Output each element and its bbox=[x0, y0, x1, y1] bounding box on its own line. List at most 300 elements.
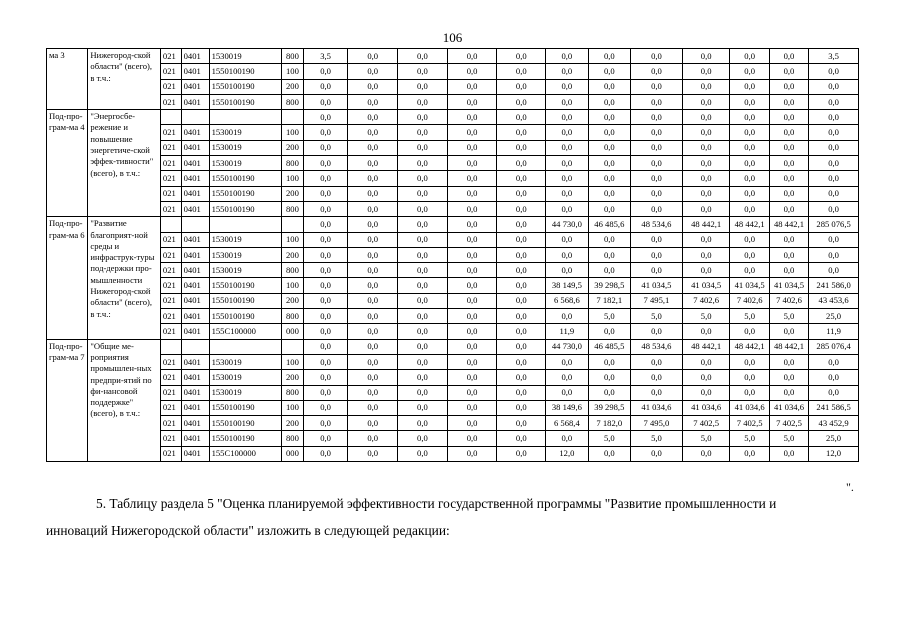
table-cell: 0,0 bbox=[497, 339, 546, 354]
table-cell: 0,0 bbox=[730, 263, 769, 278]
table-cell: 48 442,1 bbox=[769, 217, 808, 232]
table-cell: 0,0 bbox=[447, 140, 497, 155]
table-cell: 0,0 bbox=[447, 156, 497, 171]
table-cell: 0,0 bbox=[303, 201, 348, 216]
table-cell: 0,0 bbox=[809, 140, 859, 155]
table-cell: 0,0 bbox=[588, 186, 630, 201]
table-cell: 0,0 bbox=[348, 201, 398, 216]
table-row bbox=[47, 416, 859, 431]
table-cell: 0,0 bbox=[546, 110, 588, 125]
table-cell: 021 bbox=[160, 171, 181, 186]
table-cell: 0,0 bbox=[682, 125, 730, 140]
table-cell: 1530019 bbox=[209, 125, 282, 140]
table-cell: 0,0 bbox=[682, 324, 730, 339]
table-cell: 0,0 bbox=[398, 339, 448, 354]
empty-cell bbox=[181, 110, 209, 125]
table-cell: 0,0 bbox=[348, 278, 398, 293]
table-cell: 0,0 bbox=[809, 64, 859, 79]
table-cell: 0,0 bbox=[348, 171, 398, 186]
table-cell: 0,0 bbox=[348, 49, 398, 64]
table-cell: 0,0 bbox=[398, 278, 448, 293]
table-cell: 0,0 bbox=[497, 324, 546, 339]
table-cell: 0,0 bbox=[546, 232, 588, 247]
table-cell: 0,0 bbox=[497, 49, 546, 64]
table-cell: 0,0 bbox=[769, 354, 808, 369]
table-cell: 6 568,4 bbox=[546, 416, 588, 431]
table-cell: 0,0 bbox=[447, 247, 497, 262]
table-cell: 1530019 bbox=[209, 140, 282, 155]
table-cell: 0,0 bbox=[588, 110, 630, 125]
table-body bbox=[47, 49, 859, 462]
table-cell: 0,0 bbox=[303, 263, 348, 278]
table-cell: 7 402,6 bbox=[769, 293, 808, 308]
table-cell: 0,0 bbox=[769, 385, 808, 400]
table-row bbox=[47, 339, 859, 354]
table-cell: 0,0 bbox=[682, 186, 730, 201]
table-cell: 000 bbox=[282, 446, 304, 461]
table-cell: 48 442,1 bbox=[682, 339, 730, 354]
table-cell: 100 bbox=[282, 354, 304, 369]
table-cell: 25,0 bbox=[809, 431, 859, 446]
table-cell: 0,0 bbox=[631, 247, 683, 262]
table-cell: 0,0 bbox=[497, 400, 546, 415]
table-cell: 0,0 bbox=[497, 217, 546, 232]
table-cell: 0,0 bbox=[631, 263, 683, 278]
table-cell: 1550100190 bbox=[209, 416, 282, 431]
table-cell: 0,0 bbox=[682, 385, 730, 400]
table-cell: 0,0 bbox=[303, 232, 348, 247]
table-cell: 0,0 bbox=[447, 354, 497, 369]
table-cell: 48 534,6 bbox=[631, 339, 683, 354]
table-cell: 0401 bbox=[181, 324, 209, 339]
table-cell: 0,0 bbox=[588, 94, 630, 109]
table-cell: 7 402,6 bbox=[682, 293, 730, 308]
table-cell: 0,0 bbox=[631, 201, 683, 216]
table-cell: 0,0 bbox=[348, 79, 398, 94]
table-cell: 0,0 bbox=[447, 385, 497, 400]
table-cell: 800 bbox=[282, 156, 304, 171]
table-cell: 41 034,6 bbox=[730, 400, 769, 415]
table-cell: 0,0 bbox=[588, 385, 630, 400]
table-cell: 0,0 bbox=[682, 446, 730, 461]
table-cell: 0,0 bbox=[546, 309, 588, 324]
table-cell: 0,0 bbox=[631, 49, 683, 64]
table-cell: 0,0 bbox=[497, 263, 546, 278]
table-cell: 0,0 bbox=[809, 354, 859, 369]
table-cell: 48 442,1 bbox=[769, 339, 808, 354]
table-cell: 0,0 bbox=[447, 94, 497, 109]
table-cell: 0,0 bbox=[303, 186, 348, 201]
table-cell: 5,0 bbox=[730, 309, 769, 324]
empty-cell bbox=[181, 339, 209, 354]
table-cell: 800 bbox=[282, 431, 304, 446]
table-row bbox=[47, 110, 859, 125]
table-cell: 1530019 bbox=[209, 156, 282, 171]
table-cell: 0,0 bbox=[303, 293, 348, 308]
table-cell: 0,0 bbox=[447, 446, 497, 461]
table-cell: 11,9 bbox=[809, 324, 859, 339]
table-cell: 0,0 bbox=[348, 324, 398, 339]
table-cell: 0,0 bbox=[447, 416, 497, 431]
table-cell: 100 bbox=[282, 125, 304, 140]
table-cell: 0,0 bbox=[348, 339, 398, 354]
table-cell: 0,0 bbox=[348, 309, 398, 324]
table-cell: 0,0 bbox=[682, 247, 730, 262]
table-cell: 285 076,4 bbox=[809, 339, 859, 354]
table-cell: 0,0 bbox=[769, 232, 808, 247]
table-cell: 0,0 bbox=[447, 64, 497, 79]
table-cell: 100 bbox=[282, 232, 304, 247]
table-cell: 0,0 bbox=[730, 385, 769, 400]
table-cell: 0,0 bbox=[546, 64, 588, 79]
table-cell: 0,0 bbox=[447, 171, 497, 186]
table-cell: 021 bbox=[160, 431, 181, 446]
table-cell: 48 442,1 bbox=[730, 339, 769, 354]
table-cell: 0,0 bbox=[809, 263, 859, 278]
table-cell: 41 034,5 bbox=[682, 278, 730, 293]
table-cell: 41 034,6 bbox=[769, 400, 808, 415]
table-cell: 155С100000 bbox=[209, 446, 282, 461]
table-cell: 0,0 bbox=[809, 201, 859, 216]
table-cell: 0,0 bbox=[769, 64, 808, 79]
table-cell: 0,0 bbox=[398, 416, 448, 431]
empty-cell bbox=[282, 110, 304, 125]
table-cell: 0,0 bbox=[631, 79, 683, 94]
table-row bbox=[47, 156, 859, 171]
table-cell: 0,0 bbox=[398, 125, 448, 140]
page-number: 106 bbox=[442, 30, 463, 45]
table-cell: 48 442,1 bbox=[730, 217, 769, 232]
table-cell: 0,0 bbox=[631, 171, 683, 186]
table-cell: 0,0 bbox=[631, 64, 683, 79]
table-cell: 0,0 bbox=[631, 110, 683, 125]
table-cell: 0,0 bbox=[303, 324, 348, 339]
subprogram-cell: Под-про-грам-ма 7 bbox=[47, 339, 88, 461]
table-cell: 200 bbox=[282, 370, 304, 385]
table-cell: 0,0 bbox=[730, 232, 769, 247]
table-row bbox=[47, 293, 859, 308]
table-cell: 0,0 bbox=[809, 94, 859, 109]
table-cell: 021 bbox=[160, 232, 181, 247]
table-cell: 5,0 bbox=[730, 431, 769, 446]
table-row bbox=[47, 263, 859, 278]
table-cell: 200 bbox=[282, 140, 304, 155]
empty-cell bbox=[181, 217, 209, 232]
table-cell: 0,0 bbox=[497, 278, 546, 293]
table-cell: 0,0 bbox=[348, 446, 398, 461]
table-cell: 0,0 bbox=[730, 140, 769, 155]
table-cell: 0,0 bbox=[809, 232, 859, 247]
table-cell: 0401 bbox=[181, 140, 209, 155]
table-cell: 0401 bbox=[181, 370, 209, 385]
table-cell: 0,0 bbox=[398, 370, 448, 385]
table-cell: 0,0 bbox=[497, 125, 546, 140]
table-cell: 021 bbox=[160, 385, 181, 400]
table-cell: 0,0 bbox=[809, 156, 859, 171]
table-cell: 021 bbox=[160, 247, 181, 262]
table-cell: 39 298,5 bbox=[588, 278, 630, 293]
table-cell: 0,0 bbox=[348, 125, 398, 140]
table-cell: 7 182,1 bbox=[588, 293, 630, 308]
table-cell: 0,0 bbox=[447, 110, 497, 125]
table-cell: 0,0 bbox=[398, 110, 448, 125]
table-cell: 0,0 bbox=[497, 416, 546, 431]
table-cell: 0,0 bbox=[447, 324, 497, 339]
table-cell: 021 bbox=[160, 400, 181, 415]
table-cell: 0401 bbox=[181, 416, 209, 431]
table-cell: 0,0 bbox=[682, 49, 730, 64]
table-cell: 0,0 bbox=[730, 370, 769, 385]
table-cell: 0,0 bbox=[398, 309, 448, 324]
table-cell: 0,0 bbox=[588, 201, 630, 216]
table-cell: 7 182,0 bbox=[588, 416, 630, 431]
table-cell: 0,0 bbox=[588, 247, 630, 262]
table-cell: 41 034,5 bbox=[730, 278, 769, 293]
table-cell: 0,0 bbox=[546, 385, 588, 400]
table-cell: 0,0 bbox=[682, 201, 730, 216]
table-cell: 0,0 bbox=[730, 125, 769, 140]
table-cell: 0401 bbox=[181, 247, 209, 262]
table-cell: 0401 bbox=[181, 186, 209, 201]
table-cell: 0,0 bbox=[546, 94, 588, 109]
table-cell: 0,0 bbox=[497, 446, 546, 461]
table-cell: 0,0 bbox=[546, 156, 588, 171]
table-row bbox=[47, 186, 859, 201]
subprogram-name-cell: "Общие ме-роприятия промышлен-ных предпри-ятий по фи-нансовой поддержке" (всего), в т.ч.: bbox=[88, 339, 161, 461]
table-cell: 0,0 bbox=[769, 201, 808, 216]
table-cell: 0,0 bbox=[398, 201, 448, 216]
table-cell: 0,0 bbox=[730, 324, 769, 339]
table-row bbox=[47, 309, 859, 324]
table-cell: 0,0 bbox=[546, 186, 588, 201]
table-cell: 021 bbox=[160, 186, 181, 201]
table-cell: 1530019 bbox=[209, 263, 282, 278]
table-cell: 0,0 bbox=[631, 125, 683, 140]
table-cell: 0,0 bbox=[303, 431, 348, 446]
table-cell: 0401 bbox=[181, 156, 209, 171]
table-cell: 021 bbox=[160, 324, 181, 339]
table-cell: 021 bbox=[160, 309, 181, 324]
table-cell: 021 bbox=[160, 293, 181, 308]
table-cell: 0401 bbox=[181, 385, 209, 400]
table-cell: 0,0 bbox=[730, 247, 769, 262]
table-cell: 0,0 bbox=[447, 400, 497, 415]
table-cell: 021 bbox=[160, 370, 181, 385]
table-cell: 7 402,5 bbox=[730, 416, 769, 431]
table-cell: 0,0 bbox=[631, 354, 683, 369]
table-cell: 0,0 bbox=[398, 293, 448, 308]
table-cell: 0,0 bbox=[348, 293, 398, 308]
table-cell: 46 485,5 bbox=[588, 339, 630, 354]
table-row bbox=[47, 431, 859, 446]
table-cell: 0,0 bbox=[348, 232, 398, 247]
table-cell: 5,0 bbox=[631, 431, 683, 446]
table-cell: 0,0 bbox=[546, 140, 588, 155]
table-row bbox=[47, 324, 859, 339]
table-cell: 0,0 bbox=[497, 354, 546, 369]
table-row bbox=[47, 64, 859, 79]
table-cell: 0,0 bbox=[497, 64, 546, 79]
table-row bbox=[47, 385, 859, 400]
table-cell: 0,0 bbox=[682, 370, 730, 385]
table-cell: 0,0 bbox=[769, 186, 808, 201]
table-cell: 0,0 bbox=[497, 201, 546, 216]
closing-quote: ". bbox=[846, 480, 854, 494]
table-cell: 0,0 bbox=[682, 232, 730, 247]
table-cell: 0,0 bbox=[398, 140, 448, 155]
table-cell: 0,0 bbox=[497, 293, 546, 308]
table-cell: 0,0 bbox=[398, 431, 448, 446]
paragraph-line-2: инноваций Нижегородской области" изложить в следующей редакции: bbox=[46, 523, 450, 538]
table-cell: 0,0 bbox=[730, 156, 769, 171]
table-cell: 0,0 bbox=[497, 79, 546, 94]
table-cell: 5,0 bbox=[682, 309, 730, 324]
table-cell: 0,0 bbox=[447, 186, 497, 201]
table-cell: 7 402,5 bbox=[769, 416, 808, 431]
table-cell: 0,0 bbox=[303, 278, 348, 293]
table-cell: 0,0 bbox=[769, 125, 808, 140]
table-cell: 200 bbox=[282, 186, 304, 201]
table-cell: 5,0 bbox=[682, 431, 730, 446]
table-cell: 0,0 bbox=[682, 171, 730, 186]
table-cell: 0,0 bbox=[631, 232, 683, 247]
table-cell: 0,0 bbox=[682, 64, 730, 79]
budget-table bbox=[46, 48, 859, 462]
table-cell: 0,0 bbox=[497, 232, 546, 247]
table-cell: 0,0 bbox=[631, 370, 683, 385]
table-cell: 021 bbox=[160, 79, 181, 94]
table-cell: 0,0 bbox=[730, 171, 769, 186]
table-cell: 0,0 bbox=[447, 125, 497, 140]
table-cell: 0,0 bbox=[303, 140, 348, 155]
table-cell: 155С100000 bbox=[209, 324, 282, 339]
table-cell: 200 bbox=[282, 293, 304, 308]
table-cell: 1550100190 bbox=[209, 431, 282, 446]
empty-cell bbox=[209, 217, 282, 232]
table-cell: 3,5 bbox=[303, 49, 348, 64]
table-cell: 200 bbox=[282, 79, 304, 94]
table-cell: 0,0 bbox=[303, 94, 348, 109]
table-cell: 241 586,0 bbox=[809, 278, 859, 293]
table-cell: 0,0 bbox=[769, 370, 808, 385]
table-cell: 0,0 bbox=[303, 217, 348, 232]
table-cell: 0,0 bbox=[398, 324, 448, 339]
table-cell: 021 bbox=[160, 125, 181, 140]
table-cell: 1550100190 bbox=[209, 171, 282, 186]
table-cell: 5,0 bbox=[769, 431, 808, 446]
table-cell: 021 bbox=[160, 94, 181, 109]
table-cell: 0,0 bbox=[546, 354, 588, 369]
table-cell: 0,0 bbox=[769, 156, 808, 171]
table-cell: 3,5 bbox=[809, 49, 859, 64]
table-cell: 0,0 bbox=[682, 110, 730, 125]
table-cell: 48 534,6 bbox=[631, 217, 683, 232]
table-cell: 0,0 bbox=[348, 217, 398, 232]
table-cell: 0,0 bbox=[809, 125, 859, 140]
table-cell: 0401 bbox=[181, 431, 209, 446]
table-cell: 0,0 bbox=[588, 79, 630, 94]
table-cell: 0,0 bbox=[303, 370, 348, 385]
table-cell: 0,0 bbox=[682, 354, 730, 369]
table-cell: 38 149,6 bbox=[546, 400, 588, 415]
table-cell: 0401 bbox=[181, 79, 209, 94]
table-cell: 0,0 bbox=[730, 79, 769, 94]
table-cell: 0,0 bbox=[769, 94, 808, 109]
table-row bbox=[47, 79, 859, 94]
table-cell: 0,0 bbox=[398, 385, 448, 400]
table-row bbox=[47, 171, 859, 186]
table-cell: 5,0 bbox=[588, 309, 630, 324]
table-cell: 0401 bbox=[181, 446, 209, 461]
table-cell: 0,0 bbox=[546, 370, 588, 385]
table-cell: 0,0 bbox=[588, 370, 630, 385]
table-cell: 0,0 bbox=[546, 125, 588, 140]
table-cell: 12,0 bbox=[546, 446, 588, 461]
empty-cell bbox=[282, 339, 304, 354]
table-cell: 0,0 bbox=[303, 110, 348, 125]
table-cell: 1530019 bbox=[209, 354, 282, 369]
table-cell: 0,0 bbox=[398, 247, 448, 262]
table-cell: 1550100190 bbox=[209, 64, 282, 79]
paragraph-line-1: 5. Таблицу раздела 5 "Оценка планируемой эффективности государственной программы "Развитие промышленности и bbox=[96, 496, 777, 511]
table-cell: 0,0 bbox=[546, 79, 588, 94]
table-cell: 0,0 bbox=[348, 156, 398, 171]
table-cell: 0,0 bbox=[303, 446, 348, 461]
table-cell: 0,0 bbox=[769, 263, 808, 278]
table-cell: 46 485,6 bbox=[588, 217, 630, 232]
table-cell: 800 bbox=[282, 49, 304, 64]
table-cell: 0,0 bbox=[730, 201, 769, 216]
table-cell: 0,0 bbox=[348, 186, 398, 201]
empty-cell bbox=[209, 110, 282, 125]
table-cell: 1550100190 bbox=[209, 278, 282, 293]
table-cell: 25,0 bbox=[809, 309, 859, 324]
table-cell: 200 bbox=[282, 416, 304, 431]
table-cell: 0401 bbox=[181, 400, 209, 415]
table-cell: 0,0 bbox=[588, 263, 630, 278]
table-cell: 0,0 bbox=[497, 370, 546, 385]
table-cell: 0,0 bbox=[398, 400, 448, 415]
table-cell: 800 bbox=[282, 94, 304, 109]
table-cell: 0401 bbox=[181, 354, 209, 369]
table-cell: 0,0 bbox=[809, 385, 859, 400]
table-cell: 0,0 bbox=[398, 217, 448, 232]
table-cell: 11,9 bbox=[546, 324, 588, 339]
table-cell: 0,0 bbox=[348, 370, 398, 385]
table-cell: 021 bbox=[160, 140, 181, 155]
empty-cell bbox=[282, 217, 304, 232]
table-row bbox=[47, 400, 859, 415]
table-cell: 1530019 bbox=[209, 370, 282, 385]
table-cell: 1550100190 bbox=[209, 309, 282, 324]
table-cell: 0401 bbox=[181, 49, 209, 64]
table-cell: 0,0 bbox=[546, 171, 588, 186]
empty-cell bbox=[160, 339, 181, 354]
table-cell: 0,0 bbox=[398, 49, 448, 64]
table-cell: 0,0 bbox=[303, 64, 348, 79]
table-cell: 0,0 bbox=[809, 186, 859, 201]
table-cell: 0,0 bbox=[447, 201, 497, 216]
table-cell: 021 bbox=[160, 49, 181, 64]
table-cell: 0,0 bbox=[588, 324, 630, 339]
table-cell: 0,0 bbox=[348, 263, 398, 278]
table-cell: 0,0 bbox=[769, 324, 808, 339]
table-cell: 0,0 bbox=[398, 232, 448, 247]
table-cell: 021 bbox=[160, 201, 181, 216]
table-cell: 800 bbox=[282, 309, 304, 324]
table-cell: 0,0 bbox=[497, 110, 546, 125]
table-cell: 285 076,5 bbox=[809, 217, 859, 232]
